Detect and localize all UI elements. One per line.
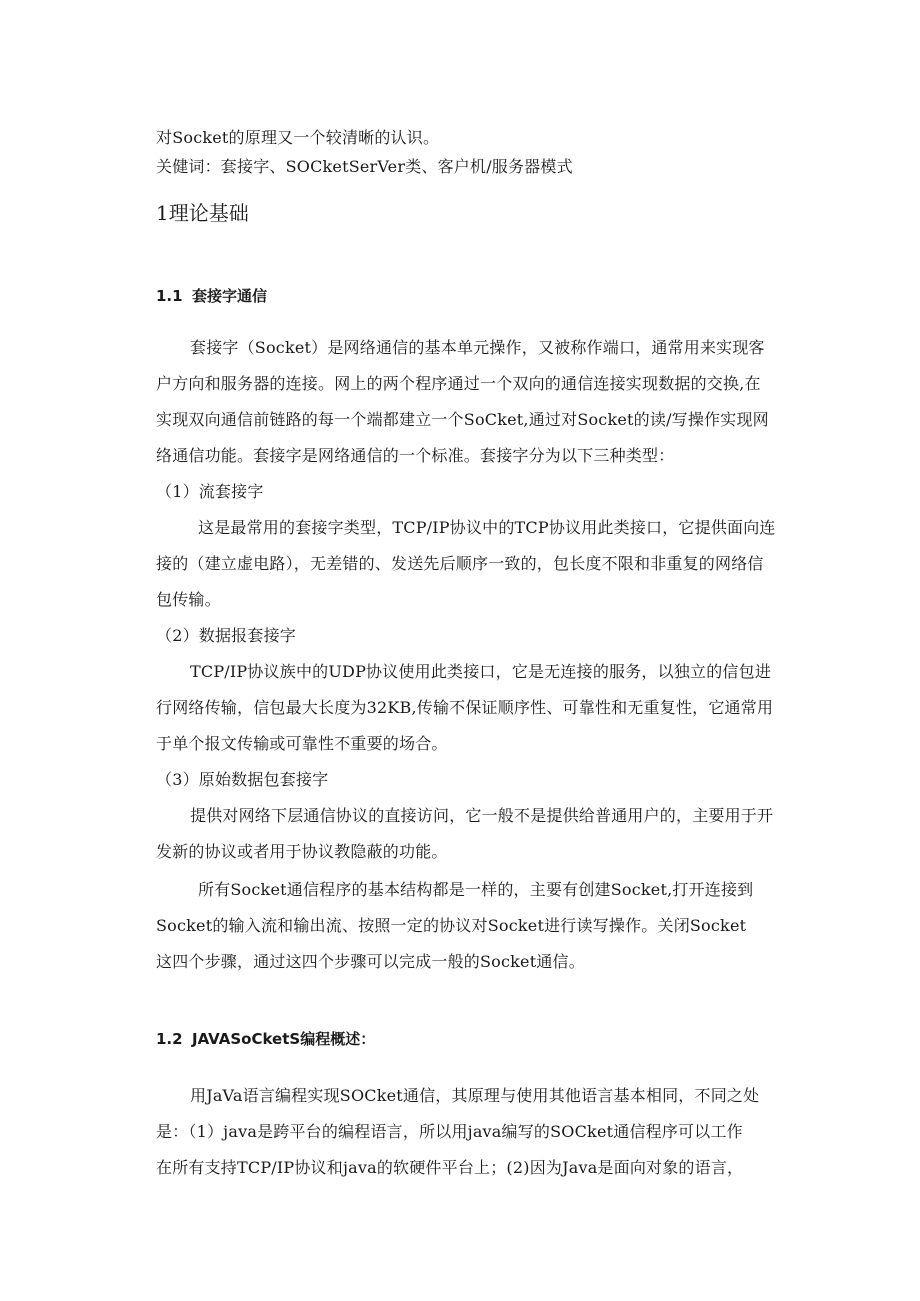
paragraph-line: 这四个步骤，通过这四个步骤可以完成一般的Socket通信。 bbox=[156, 952, 585, 971]
paragraph-line: 接的（建立虚电路），无差错的、发送先后顺序一致的，包长度不限和非重复的网络信 bbox=[156, 554, 764, 573]
paragraph-line: 行网络传输，信包最大长度为32KB,传输不保证顺序性、可靠性和无重复性，它通常用 bbox=[156, 698, 774, 717]
list-item-label: （3）原始数据包套接字 bbox=[156, 770, 329, 789]
section-number: 1.1 bbox=[156, 287, 183, 305]
list-item-label: （1）流套接字 bbox=[156, 482, 264, 501]
paragraph-line: 户方向和服务器的连接。网上的两个程序通过一个双向的通信连接实现数据的交换,在 bbox=[156, 374, 761, 393]
paragraph-line: 实现双向通信前链路的每一个端都建立一个SoCket,通过对Socket的读/写操作实现网 bbox=[156, 410, 769, 429]
paragraph-line: 发新的协议或者用于协议教隐蔽的功能。 bbox=[156, 842, 448, 861]
section-1-2-heading bbox=[156, 1032, 375, 1047]
paragraph-line: 于单个报文传输或可靠性不重要的场合。 bbox=[156, 734, 448, 753]
paragraph-line: 套接字（Socket）是网络通信的基本单元操作，又被称作端口，通常用来实现客 bbox=[190, 338, 765, 357]
paragraph-line: 包传输。 bbox=[156, 590, 221, 609]
paragraph-line: Socket的输入流和输出流、按照一定的协议对Socket进行读写操作。关闭Socket bbox=[156, 916, 747, 935]
section-title: 套接字通信 bbox=[192, 287, 268, 305]
section-title: JAVASoCketS编程概述： bbox=[192, 1030, 376, 1048]
paragraph-line: 提供对网络下层通信协议的直接访问，它一般不是提供给普通用户的，主要用于开 bbox=[190, 806, 774, 825]
section-1-1-heading bbox=[156, 289, 267, 304]
paragraph-line: 在所有支持TCP/IP协议和java的软硬件平台上；(2)因为Java是面向对象的语言， bbox=[156, 1158, 744, 1177]
chapter-title: 1理论基础 bbox=[156, 201, 249, 225]
keywords-line: 关健词：套接字、SOCketSerVer类、客户机/服务器模式 bbox=[156, 157, 573, 176]
section-number: 1.2 bbox=[156, 1030, 183, 1048]
paragraph-line: 用JaVa语言编程实现SOCket通信，其原理与使用其他语言基本相同，不同之处 bbox=[190, 1086, 760, 1105]
list-item-label: （2）数据报套接字 bbox=[156, 626, 296, 645]
paragraph-line: 所有Socket通信程序的基本结构都是一样的，主要有创建Socket,打开连接到 bbox=[198, 880, 754, 899]
paragraph-line: 是：（1）java是跨平台的编程语言，所以用java编写的SOCket通信程序可以工作 bbox=[156, 1122, 743, 1141]
paragraph-line: 络通信功能。套接字是网络通信的一个标准。套接字分为以下三种类型： bbox=[156, 446, 675, 465]
paragraph-line: TCP/IP协议族中的UDP协议使用此类接口，它是无连接的服务，以独立的信包进 bbox=[190, 662, 772, 681]
paragraph-line: 这是最常用的套接字类型，TCP/IP协议中的TCP协议用此类接口，它提供面向连 bbox=[198, 518, 776, 537]
intro-line: 对Socket的原理又一个较清晰的认识。 bbox=[156, 128, 440, 147]
